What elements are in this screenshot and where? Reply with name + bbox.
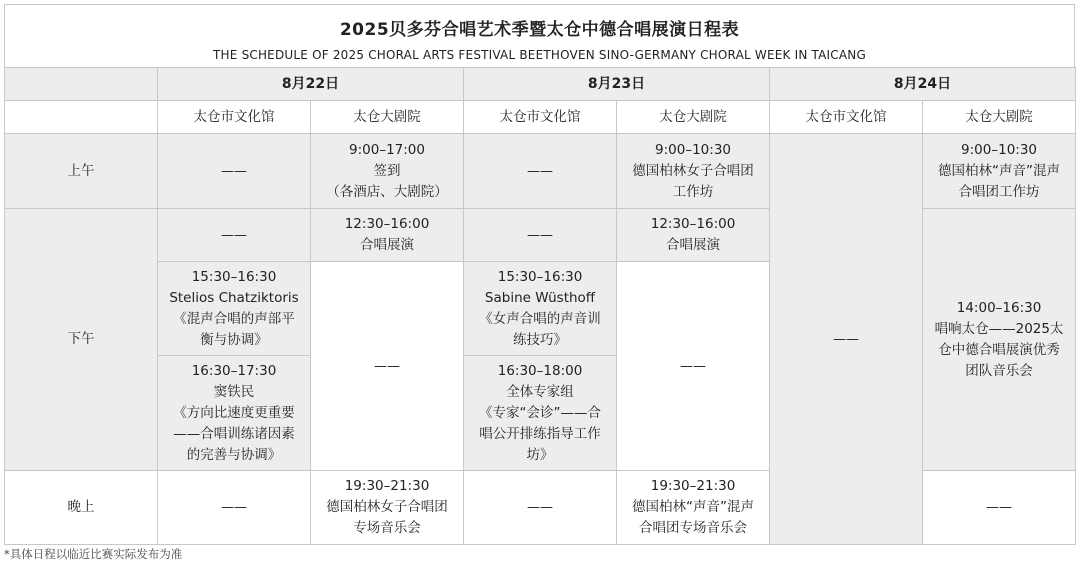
event-cell (311, 134, 464, 209)
event-title: 德国柏林“声音”混声 (632, 499, 755, 515)
event-detail: （各酒店、大剧院） (326, 183, 448, 200)
title-box (4, 4, 1075, 67)
event-cell (464, 356, 617, 471)
event-cell (617, 471, 770, 545)
event-title: 仓中德合唱展演优秀 (938, 341, 1060, 358)
empty-slot-dash: —— (158, 134, 311, 209)
event-time: 16:30–18:00 (497, 362, 583, 379)
event-title: 合唱展演 (360, 237, 414, 253)
empty-slot-dash: —— (464, 209, 617, 262)
event-time: 15:30–16:30 (191, 268, 277, 285)
event-cell (311, 471, 464, 545)
venue-header: 太仓市文化馆 (158, 101, 311, 134)
venue-header: 太仓市文化馆 (464, 101, 617, 134)
event-title: 唱公开排练指导工作 (479, 425, 601, 442)
empty-slot-dash: —— (311, 262, 464, 471)
event-cell (158, 356, 311, 471)
event-time: 12:30–16:00 (650, 216, 736, 232)
date-header-aug24: 8月24日 (770, 68, 1076, 101)
date-header-row (5, 68, 1076, 101)
venue-header: 太仓大剧院 (923, 101, 1076, 134)
venue-header-row (5, 101, 1076, 134)
event-cell (923, 134, 1076, 209)
event-cell (464, 262, 617, 356)
event-title: 的完善与协调》 (186, 446, 282, 463)
empty-slot-dash: —— (464, 134, 617, 209)
venue-corner-cell (5, 101, 158, 134)
event-title: 衡与协调》 (200, 331, 268, 348)
schedule-table (4, 67, 1076, 545)
page-title: 2025贝多芬合唱艺术季暨太仓中德合唱展演日程表 (339, 20, 740, 40)
event-speaker: 窦铁民 (213, 383, 255, 400)
event-title: 签到 (373, 162, 401, 179)
event-detail: 工作坊 (672, 183, 714, 200)
empty-slot-dash: —— (617, 262, 770, 471)
event-cell (617, 134, 770, 209)
event-cell (311, 209, 464, 262)
empty-slot-dash: —— (158, 471, 311, 545)
event-title: 《女声合唱的声音训 (479, 310, 601, 327)
event-title: ——合唱训练诸因素 (173, 425, 295, 442)
event-cell (923, 209, 1076, 471)
event-time: 9:00–10:30 (655, 141, 732, 158)
event-title: 《专家“会诊”——合 (479, 404, 602, 421)
empty-slot-dash: —— (923, 471, 1076, 545)
event-title: 德国柏林女子合唱团 (632, 162, 754, 179)
empty-slot-dash: —— (770, 134, 923, 545)
event-title: 唱响太仓——2025太 (934, 320, 1064, 337)
event-speaker: Stelios Chatziktoris (169, 289, 299, 306)
period-label-evening: 晚上 (5, 471, 158, 545)
event-speaker: Sabine Wüsthoff (484, 289, 596, 306)
event-time: 19:30–21:30 (344, 478, 430, 494)
venue-header: 太仓大剧院 (311, 101, 464, 134)
event-time: 12:30–16:00 (344, 216, 430, 232)
event-title: 团队音乐会 (965, 362, 1033, 379)
event-time: 14:00–16:30 (956, 299, 1042, 316)
event-time: 15:30–16:30 (497, 268, 583, 285)
date-header-aug23: 8月23日 (464, 68, 770, 101)
venue-header: 太仓大剧院 (617, 101, 770, 134)
venue-header: 太仓市文化馆 (770, 101, 923, 134)
event-detail: 合唱团专场音乐会 (639, 520, 748, 536)
page-subtitle-english: THE SCHEDULE OF 2025 CHORAL ARTS FESTIVAL BEETHOVEN SINO-GERMANY CHORAL WEEK IN TAICANG (213, 48, 866, 62)
event-time: 19:30–21:30 (650, 478, 736, 494)
event-cell (617, 209, 770, 262)
event-title: 《混声合唱的声部平 (173, 310, 295, 327)
event-title: 练技巧》 (513, 331, 568, 348)
event-title: 坊》 (526, 446, 554, 463)
footnote: *具体日程以临近比赛实际发布为准 (4, 547, 183, 561)
event-title: 合唱展演 (666, 237, 721, 253)
event-time: 9:00–17:00 (349, 141, 425, 158)
event-time: 9:00–10:30 (961, 141, 1038, 158)
event-detail: 合唱团工作坊 (958, 183, 1040, 200)
corner-cell (5, 68, 158, 101)
schedule-container (4, 4, 1075, 545)
event-time: 16:30–17:30 (191, 362, 277, 379)
period-label-morning: 上午 (5, 134, 158, 209)
event-detail: 专场音乐会 (353, 520, 421, 536)
event-title: 《方向比速度更重要 (173, 404, 295, 421)
period-label-afternoon: 下午 (5, 209, 158, 471)
empty-slot-dash: —— (158, 209, 311, 262)
event-title: 德国柏林“声音”混声 (938, 162, 1061, 179)
empty-slot-dash: —— (464, 471, 617, 545)
morning-row (5, 134, 1076, 209)
event-speaker: 全体专家组 (506, 383, 574, 400)
event-title: 德国柏林女子合唱团 (326, 499, 448, 515)
date-header-aug22: 8月22日 (158, 68, 464, 101)
event-cell (158, 262, 311, 356)
